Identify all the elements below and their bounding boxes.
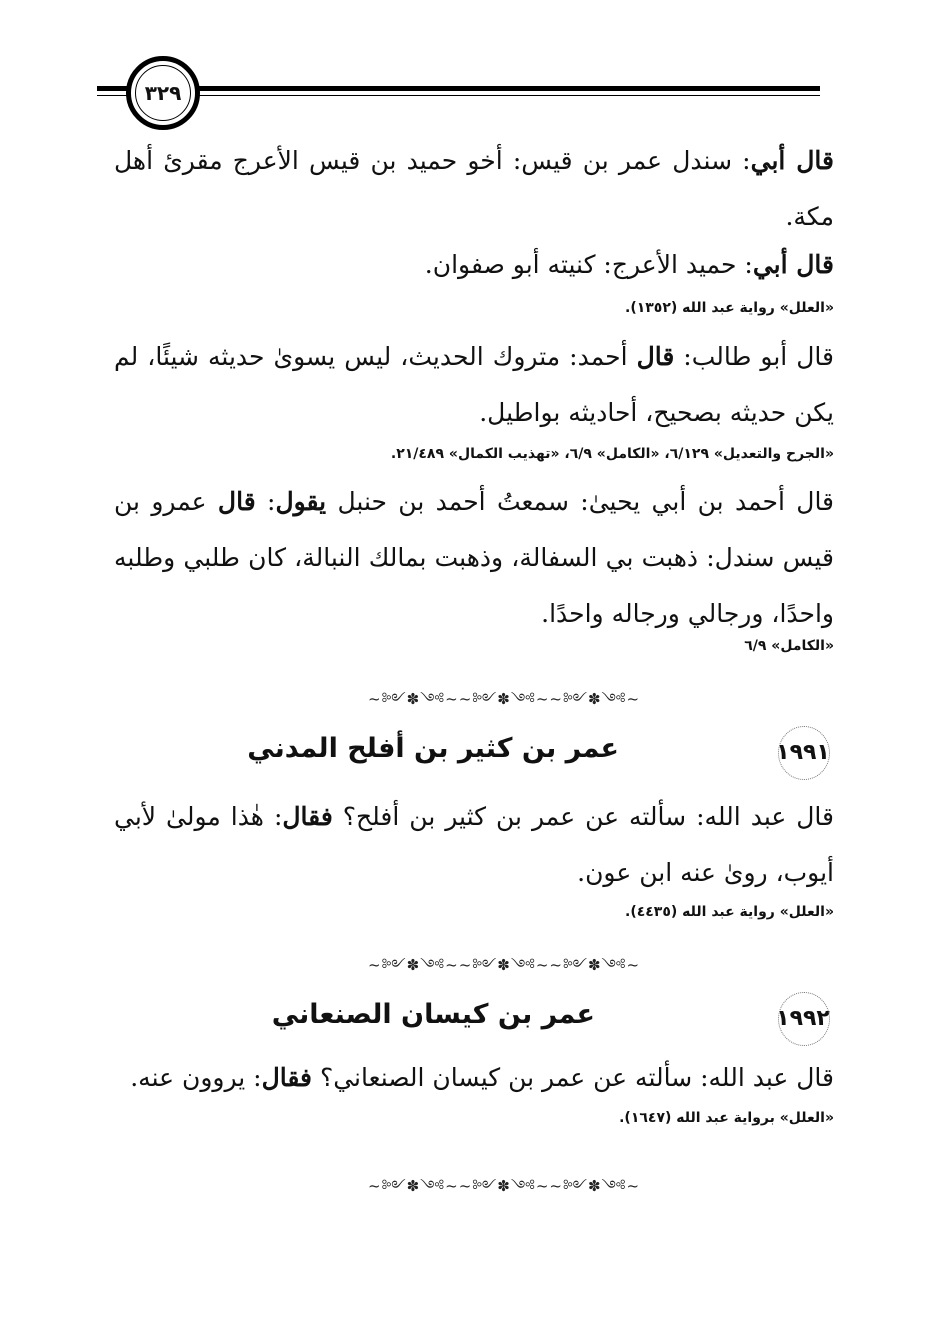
entry-1992-reference: «العلل» برواية عبد الله (١٦٤٧). (619, 1110, 834, 1126)
header-rule-right-thin (196, 95, 820, 96)
ornament-divider-2: ~༻✽༺~~༻✽༺~~༻✽༺~ (368, 956, 641, 974)
paragraph-2-text: : حميد الأعرج: كنيته أبو صفوان. (424, 250, 753, 279)
paragraph-4 (114, 474, 834, 642)
paragraph-2 (114, 237, 834, 293)
entry-1992-text-c: : يروون عنه. (130, 1063, 262, 1092)
entry-1991-reference: «العلل» رواية عبد الله (٤٤٣٥). (625, 904, 834, 920)
ornament-divider-1: ~༻✽༺~~༻✽༺~~༻✽༺~ (368, 690, 641, 708)
paragraph-4-bold-1: يقول (275, 487, 327, 516)
paragraph-4-bold-2: قال (217, 487, 256, 516)
entry-number-1991: ١٩٩١ (760, 730, 846, 774)
paragraph-3-text-c: أحمد: متروك الحديث، ليس يسوىٰ حديثه شيئًا، لم يكن حديثه بصحيح، أحاديثه بواطيل. (114, 342, 834, 427)
paragraph-3-bold: قال (636, 342, 675, 371)
entry-1992-text-a: قال عبد الله: سألته عن عمر بن كيسان الصنعاني؟ (312, 1063, 834, 1092)
entry-1991-paragraph (114, 789, 834, 901)
ornament-divider-3: ~༻✽༺~~༻✽༺~~༻✽༺~ (368, 1177, 641, 1195)
entry-number-1992: ١٩٩٢ (760, 996, 846, 1040)
reference-1: «العلل» رواية عبد الله (١٣٥٢). (625, 300, 834, 316)
header-rule-right-thick (196, 86, 820, 91)
entry-1992-bold: فقال (261, 1063, 312, 1092)
entry-1992-paragraph (114, 1050, 834, 1106)
entry-1991-bold: فقال (282, 802, 333, 831)
page-number: ٣٢٩ (144, 81, 182, 105)
entry-1991-text-c: : هٰذا مولىٰ لأبي أيوب، روىٰ عنه ابن عون. (114, 802, 834, 887)
paragraph-4-text-e: عمرو بن قيس سندل: ذهبت بي السفالة، وذهبت بمالك النبالة، كان طلبي وطلبه واحدًا، ورجالي ورجاله واحدًا. (114, 487, 834, 628)
page-number-badge (126, 56, 200, 130)
paragraph-1-text: : سندل عمر بن قيس: أخو حميد بن قيس الأعرج مقرئ أهل مكة. (114, 146, 834, 231)
paragraph-1 (114, 133, 834, 245)
reference-2: «الجرح والتعديل» ٦/١٢٩، «الكامل» ٦/٩، «تهذيب الكمال» ٢١/٤٨٩. (390, 446, 834, 462)
paragraph-3-text-a: قال أبو طالب: (674, 342, 834, 371)
entry-title-1991: عمر بن كثير بن أفلح المدني (247, 733, 619, 764)
paragraph-3 (114, 329, 834, 441)
paragraph-1-lead: قال أبي (750, 146, 834, 175)
entry-title-1992: عمر بن كيسان الصنعاني (271, 999, 595, 1030)
entry-1991-text-a: قال عبد الله: سألته عن عمر بن كثير بن أفلح؟ (332, 802, 834, 831)
paragraph-4-text-a: قال أحمد بن أبي يحيىٰ: سمعتُ أحمد بن حنبل (326, 487, 835, 516)
reference-3: «الكامل» ٦/٩ (744, 638, 834, 654)
paragraph-4-text-c: : (255, 487, 276, 516)
paragraph-2-lead: قال أبي (752, 250, 834, 279)
